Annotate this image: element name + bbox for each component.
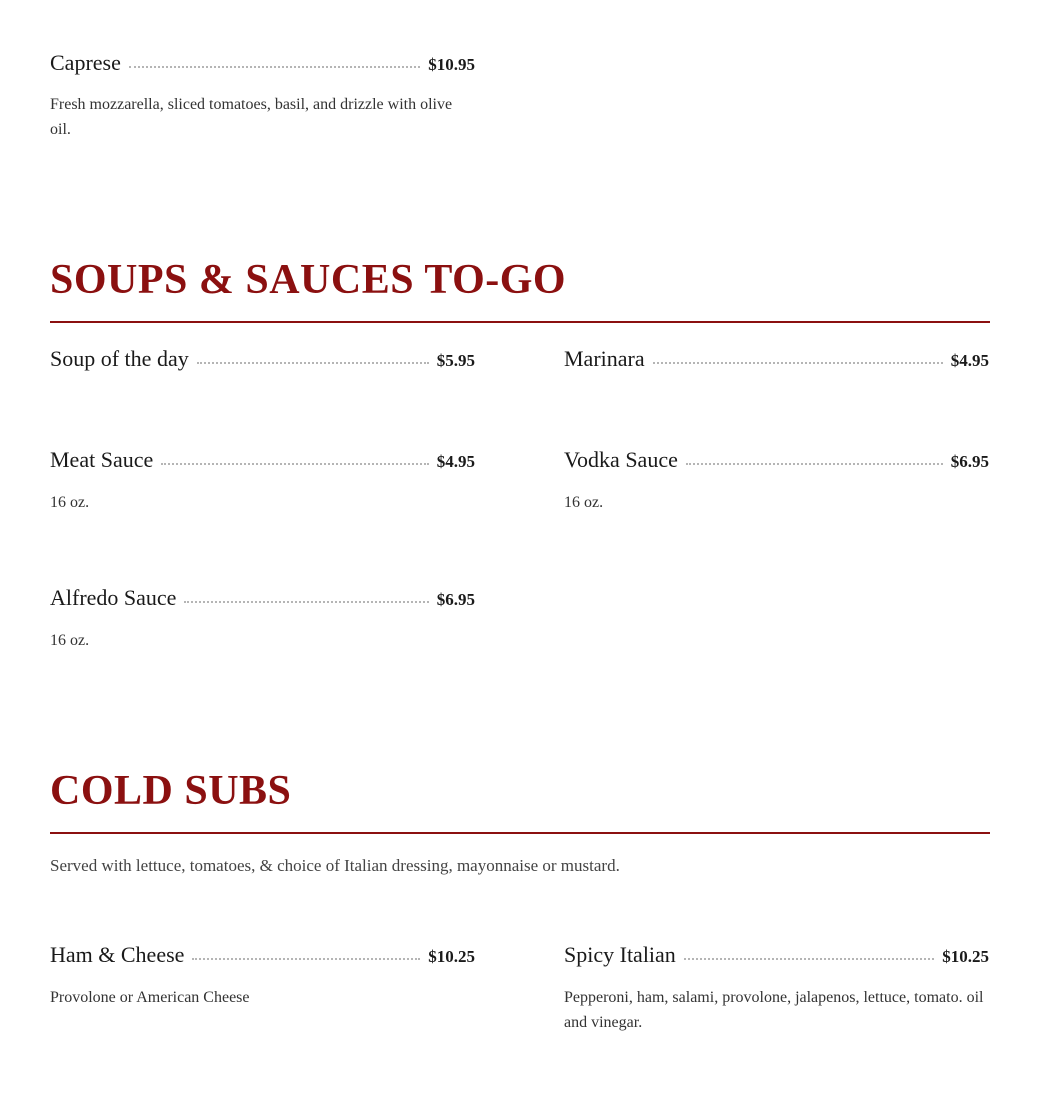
leader-dots [129, 65, 420, 68]
menu-item-vodka-sauce [564, 447, 989, 477]
item-description: 16 oz. [564, 494, 604, 511]
item-description: Provolone or American Cheese [50, 989, 250, 1006]
menu-item-soup-of-the-day [50, 346, 475, 376]
item-description: 16 oz. [50, 494, 90, 511]
item-price: $6.95 [436, 590, 475, 609]
menu-item-alfredo-sauce [50, 585, 475, 615]
item-name: Vodka Sauce [564, 447, 678, 472]
item-name: Marinara [564, 346, 645, 371]
section-divider [50, 321, 990, 323]
item-price: $5.95 [436, 351, 475, 370]
leader-dots [161, 462, 429, 465]
menu-item-spicy-italian [564, 942, 989, 972]
section-title-soups: SOUPS & SAUCES TO-GO [50, 257, 567, 303]
menu-item-meat-sauce [50, 447, 475, 477]
item-price: $10.25 [942, 947, 989, 966]
item-price: $4.95 [950, 351, 989, 370]
section-note: Served with lettuce, tomatoes, & choice of Italian dressing, mayonnaise or mustard. [50, 856, 620, 875]
section-divider [50, 832, 990, 834]
item-description: Fresh mozzarella, sliced tomatoes, basil, and drizzle with olive oil. [50, 96, 453, 138]
item-name: Caprese [50, 50, 121, 75]
menu-item-ham-cheese [50, 942, 475, 972]
item-name: Ham & Cheese [50, 942, 185, 967]
item-price: $10.25 [428, 947, 475, 966]
section-title-cold-subs: COLD SUBS [50, 768, 292, 814]
leader-dots [686, 462, 943, 465]
menu-item-marinara [564, 346, 989, 376]
menu-item-caprese [50, 50, 475, 80]
item-name: Alfredo Sauce [50, 585, 177, 610]
leader-dots [197, 361, 429, 364]
item-name: Soup of the day [50, 346, 189, 371]
item-price: $6.95 [950, 452, 989, 471]
leader-dots [684, 957, 934, 960]
item-price: $10.95 [428, 55, 475, 74]
item-description: 16 oz. [50, 632, 90, 649]
leader-dots [184, 600, 428, 603]
item-name: Meat Sauce [50, 447, 154, 472]
leader-dots [192, 957, 420, 960]
item-price: $4.95 [436, 452, 475, 471]
leader-dots [653, 361, 943, 364]
item-name: Spicy Italian [564, 942, 676, 967]
item-description: Pepperoni, ham, salami, provolone, jalapenos, lettuce, tomato. oil and vinegar. [564, 989, 984, 1031]
